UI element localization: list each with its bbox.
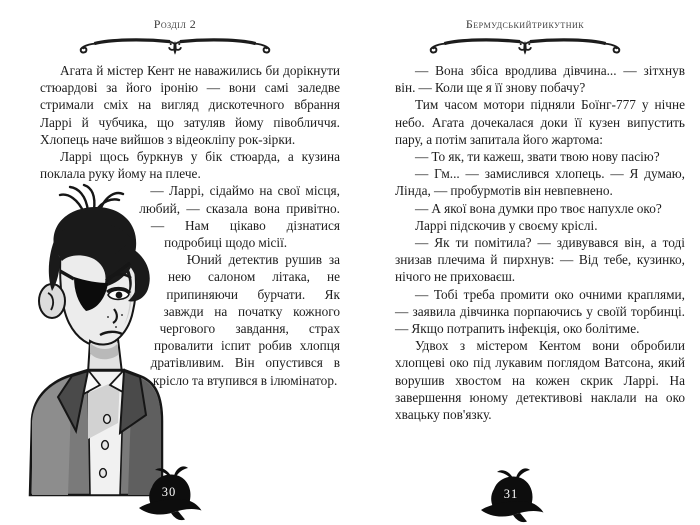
boy-eye-patch-illustration: [24, 183, 164, 495]
left-page-body: [40, 62, 340, 495]
page-right: [350, 0, 700, 525]
paragraph: Юний детектив рушив за нею салоном літака, не припиняючи бурчати. Як завжди на початку кожного чергового завдання, страх провалити іспит робив хлопця дратівливим. Він опустився в крісло та втупився в ілюмінатор.: [150, 252, 340, 388]
chapter-title: Розділ 2: [153, 17, 197, 31]
paragraph: — Тобі треба промити око очними краплями, — заявила дівчинка порпаючись у своїй торбинці. — Якщо потрапить інфекція, око болітиме.: [395, 286, 685, 337]
paragraph: Тим часом мотори підняли Боїнг-777 у нічне небо. Агата дочекалася доки її кузен випустить пару, а потім запитала його жартома:: [395, 97, 685, 147]
paragraph: Удвох з містером Кентом вони обробили хлопцеві око під лукавим поглядом Ватсона, який ворушив хвостом на кожен скрик Ларрі. На завершення юному детективові наклали на око хвацьку пов'язку.: [395, 338, 685, 423]
paragraph: Агата й містер Кент не наважились би дорікнути стюардові за його іронію — вони самі заледве стримали сміх на вигляд дискотечного вбрання Ларрі й чубчика, що затуляв йому півобличчя. Хлопець наче вийшов з відеокліпу рок-зірки.: [40, 63, 340, 147]
paragraph: — То як, ти кажеш, звати твою нову пасію?: [415, 149, 660, 165]
paragraph: Ларрі щось буркнув у бік стюарда, а кузина поклала руку йому на плече.: [40, 149, 340, 182]
paragraph: — А якої вона думки про твоє напухле око?: [415, 200, 662, 216]
page-number-marker: [138, 463, 202, 521]
paragraph: — Гм... — замислився хлопець. — Я думаю, Лінда, — пробурмотів він невпевнено.: [395, 166, 685, 199]
page-number: 30: [161, 485, 177, 499]
flourish-divider-icon: [73, 35, 277, 55]
page-number-marker: [480, 465, 544, 523]
right-page-body: [395, 62, 685, 423]
paragraph: — Ларрі, сідаймо на свої місця, любий, — сказала вона привітно. — Нам цікаво дізнатися подробиці щодо місії.: [139, 183, 340, 251]
paragraph: — Вона збіса вродлива дівчина... — зітхнув він. — Коли ще я її знову побачу?: [395, 63, 685, 96]
chapter-title: Бермудськийтрикутник: [465, 17, 585, 31]
flourish-divider-icon: [423, 35, 627, 55]
paragraph: Ларрі підскочив у своєму кріслі.: [415, 217, 598, 233]
paragraph: — Як ти помітила? — здивувався він, а тоді знизав плечима й пирхнув: — Від тебе, кузинко, нічого не приховаєш.: [395, 235, 685, 285]
page-number: 31: [503, 487, 519, 501]
